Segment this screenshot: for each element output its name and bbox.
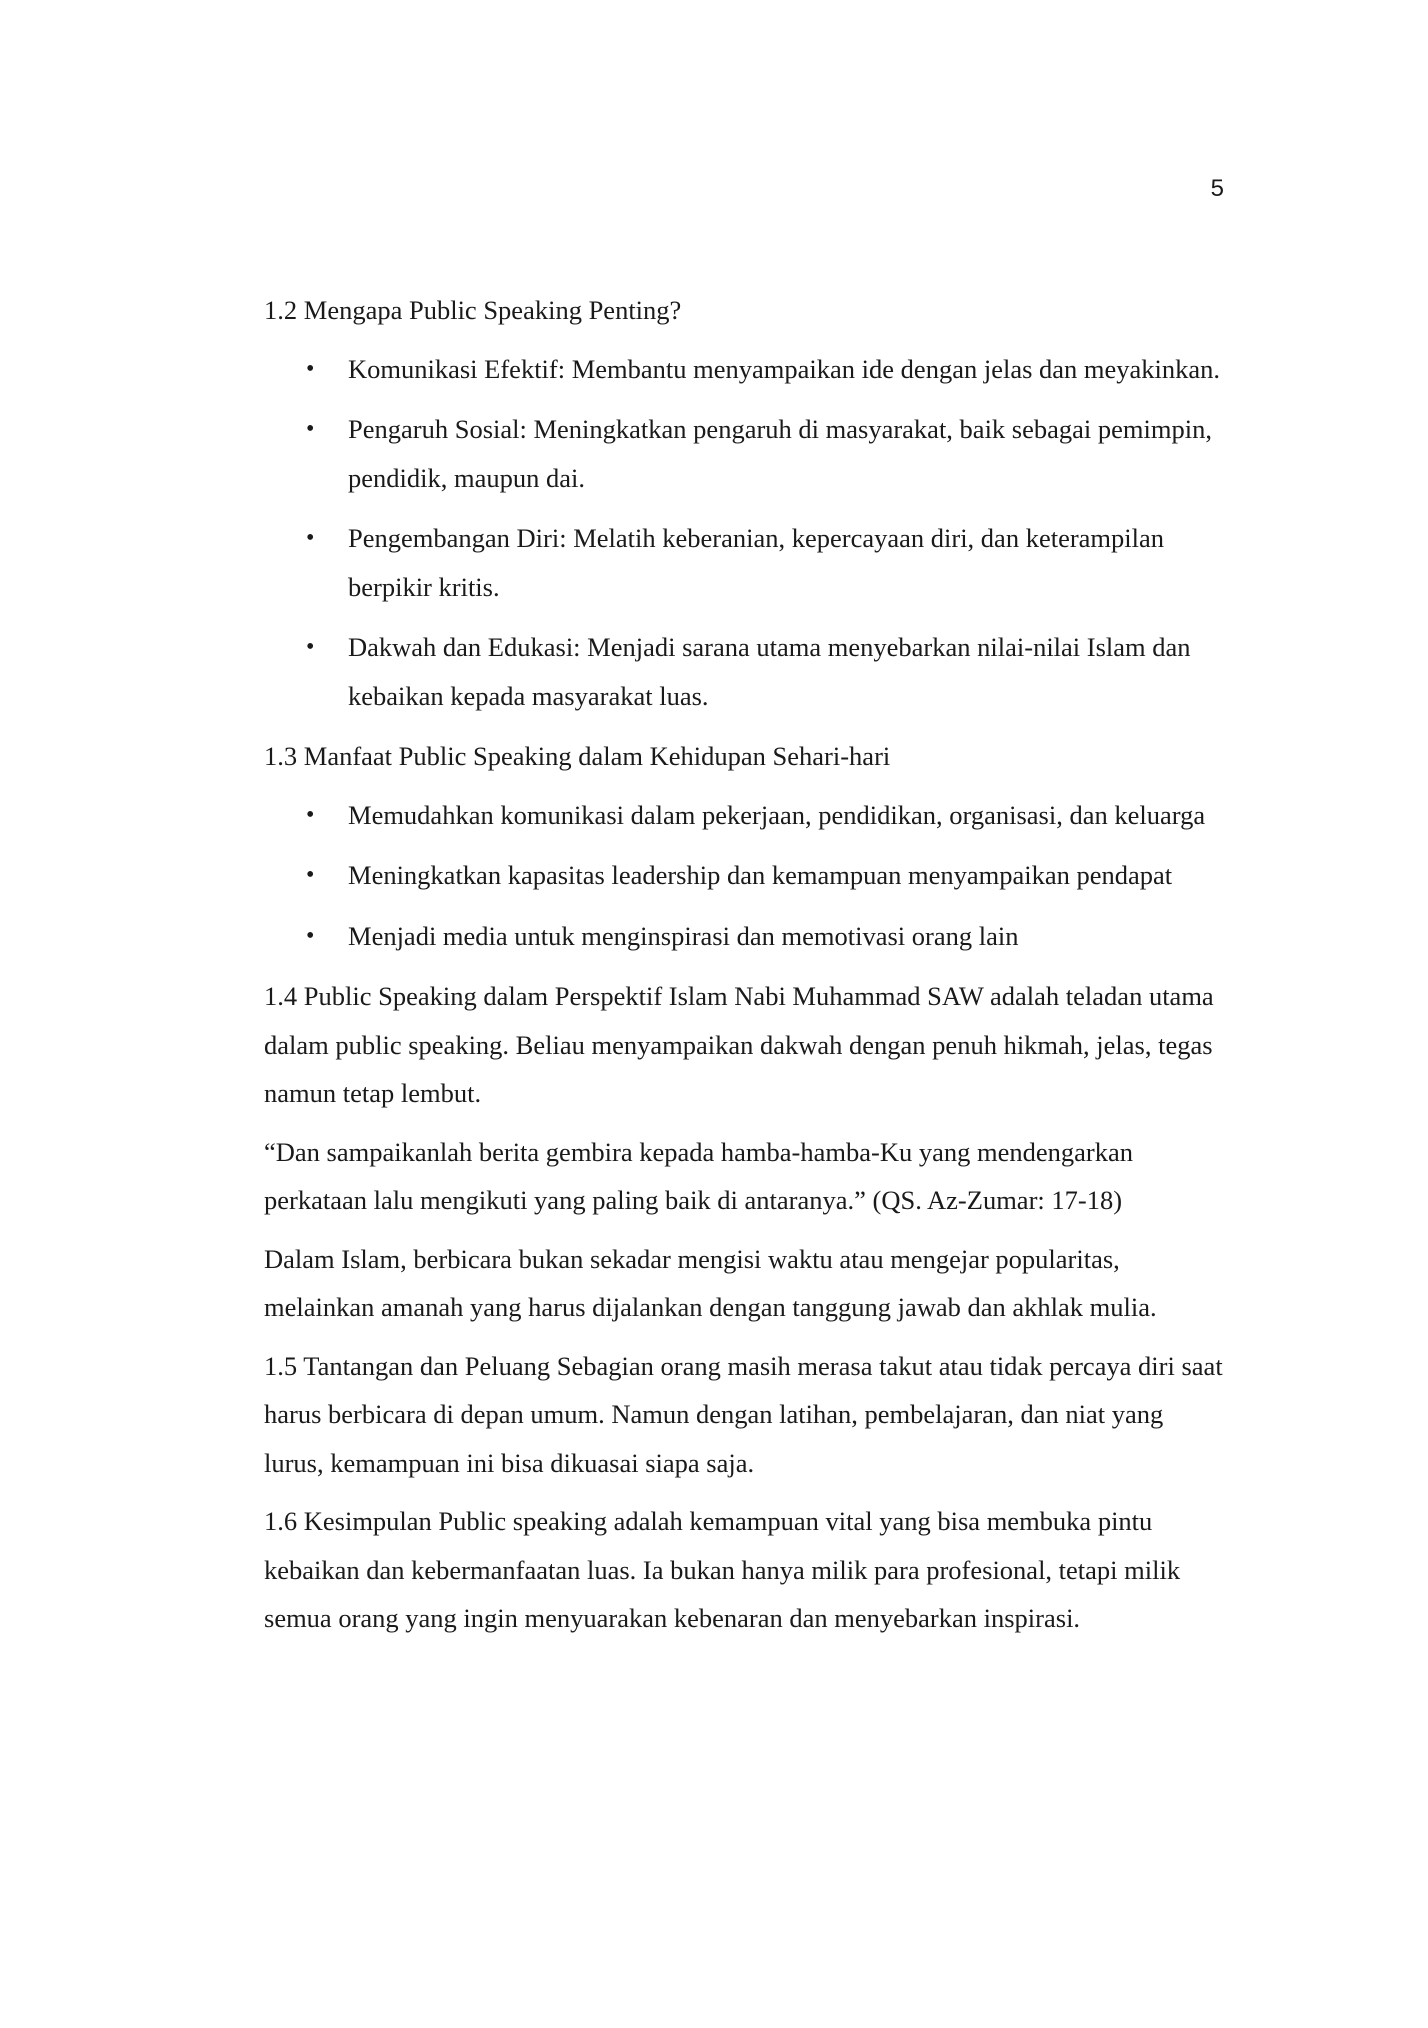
- list-item: [264, 514, 1228, 611]
- bullet-icon: •: [306, 355, 315, 382]
- bullet-icon: •: [306, 922, 315, 949]
- bullet-icon: •: [306, 416, 315, 442]
- list-item: [264, 912, 1228, 961]
- list-item-text: Dakwah dan Edukasi: Menjadi sarana utama menyebarkan nilai-nilai Islam dan kebaikan kepada masyarakat luas.: [348, 632, 1191, 711]
- list-item-text: Pengaruh Sosial: Meningkatkan pengaruh di masyarakat, baik sebagai pemimpin, pendidik, maupun dai.: [348, 414, 1212, 493]
- section-heading-1-3: 1.3 Manfaat Public Speaking dalam Kehidupan Sehari-hari: [264, 741, 891, 771]
- list-item-text: Memudahkan komunikasi dalam pekerjaan, pendidikan, organisasi, dan keluarga: [348, 799, 1206, 830]
- paragraph-quran-quote: “Dan sampaikanlah berita gembira kepada hamba-hamba-Ku yang mendengarkan perkataan lalu mengikuti yang paling baik di antaranya.” (QS. Az-Zumar: 17-18): [264, 1136, 1133, 1215]
- paragraph-conclusion: 1.6 Kesimpulan Public speaking adalah kemampuan vital yang bisa membuka pintu kebaikan dan kebermanfaatan luas. Ia bukan hanya milik para profesional, tetapi milik semua orang yang ingin menyuarakan kebenaran dan menyebarkan inspirasi.: [264, 1506, 1181, 1633]
- list-item: [264, 791, 1228, 840]
- bullet-icon: •: [306, 634, 315, 660]
- section-heading-1-2: 1.2 Mengapa Public Speaking Penting?: [264, 295, 682, 325]
- page-content: [264, 286, 1228, 1653]
- list-item: [264, 623, 1228, 720]
- list-item-text: Menjadi media untuk menginspirasi dan memotivasi orang lain: [348, 920, 1019, 951]
- paragraph-islam-speaking: Dalam Islam, berbicara bukan sekadar mengisi waktu atau mengejar popularitas, melainkan amanah yang harus dijalankan dengan tanggung jawab dan akhlak mulia.: [264, 1243, 1157, 1322]
- bullet-icon: •: [306, 525, 315, 551]
- list-item: [264, 851, 1228, 900]
- list-item-text: Meningkatkan kapasitas leadership dan kemampuan menyampaikan pendapat: [348, 860, 1173, 890]
- list-item: [264, 405, 1228, 502]
- bullet-list-1-2: [264, 345, 1228, 721]
- bullet-icon: •: [306, 801, 315, 828]
- list-item: [264, 345, 1228, 394]
- paragraph-challenges: 1.5 Tantangan dan Peluang Sebagian orang masih merasa takut atau tidak percaya diri saat harus berbicara di depan umum. Namun dengan latihan, pembelajaran, dan niat yang lurus, kemampuan ini bisa dikuasai siapa saja.: [264, 1350, 1223, 1478]
- bullet-icon: •: [306, 862, 315, 888]
- page-number: 5: [1210, 175, 1224, 202]
- bullet-list-1-3: [264, 791, 1228, 961]
- paragraph-islam-perspective: 1.4 Public Speaking dalam Perspektif Islam Nabi Muhammad SAW adalah teladan utama dalam public speaking. Beliau menyampaikan dakwah dengan penuh hikmah, jelas, tegas namun tetap lembut.: [264, 981, 1214, 1108]
- list-item-text: Pengembangan Diri: Melatih keberanian, kepercayaan diri, dan keterampilan berpikir kritis.: [348, 523, 1165, 602]
- list-item-text: Komunikasi Efektif: Membantu menyampaikan ide dengan jelas dan meyakinkan.: [348, 353, 1221, 384]
